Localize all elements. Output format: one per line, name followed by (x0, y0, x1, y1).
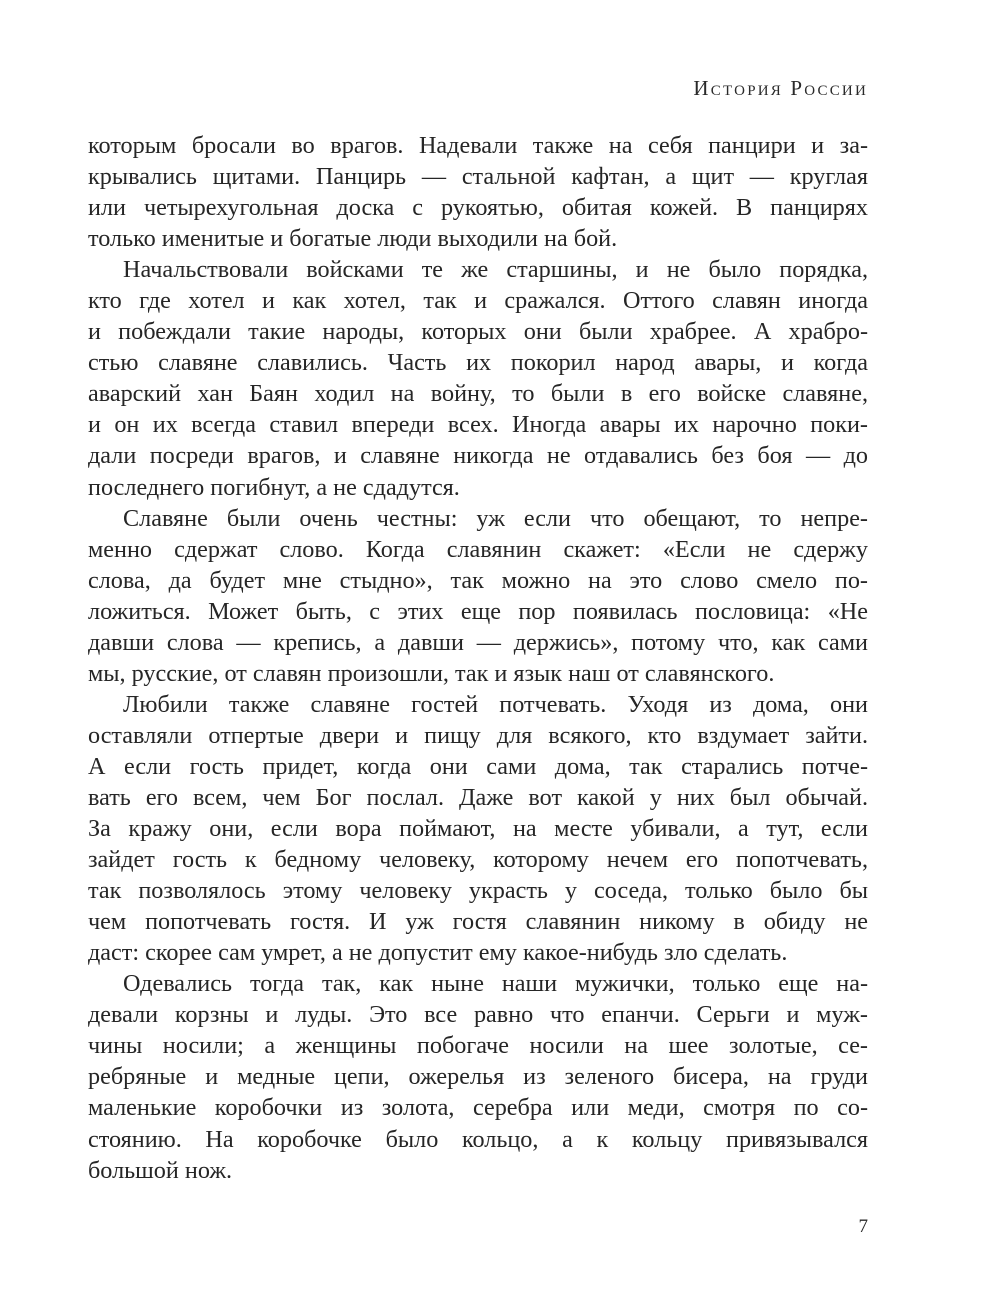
text-line: А если гость придет, когда они сами дома, так старались потче- (88, 752, 868, 780)
text-line: девали корзны и луды. Это все равно что епанчи. Серьги и муж- (88, 1001, 868, 1029)
text-line: Начальствовали войсками те же старшины, и не было порядка, (123, 256, 868, 284)
text-line: оставляли отпертые двери и пищу для всякого, кто вздумает зайти. (88, 721, 868, 749)
text-line: или четырехугольная доска с рукоятью, обитая кожей. В панцирях (88, 194, 868, 222)
text-line: стоянию. На коробочке было кольцо, а к кольцу привязывался (88, 1125, 868, 1153)
text-line: которым бросали во врагов. Надевали также на себя панцири и за- (88, 132, 868, 159)
text-line: стью славяне славились. Часть их покорил народ авары, и когда (88, 349, 868, 377)
text-line: крывались щитами. Панцирь — стальной кафтан, а щит — круглая (88, 163, 868, 191)
running-title: История России (693, 76, 868, 100)
text-line: Одевались тогда так, как ныне наши мужички, только еще на- (123, 970, 868, 998)
text-line: давши слова — крепись, а давши — держись», потому что, как сами (88, 628, 868, 656)
text-line: ребряные и медные цепи, ожерелья из зеленого бисера, на груди (88, 1063, 868, 1091)
text-line: и он их всегда ставил впереди всех. Иногда авары их нарочно поки- (88, 411, 868, 439)
page-number: 7 (858, 1216, 868, 1237)
text-line: маленькие коробочки из золота, серебра или меди, смотря по со- (88, 1094, 868, 1122)
text-line: большой нож. (88, 1156, 233, 1184)
text-line: и побеждали такие народы, которых они были храбрее. А храбро- (88, 318, 868, 346)
text-line: аварский хан Баян ходил на войну, то были в его войске славяне, (88, 380, 868, 408)
text-line: дали посреди врагов, и славяне никогда не отдавались без боя — до (88, 442, 868, 470)
body-text (88, 130, 868, 1186)
text-line: мы, русские, от славян произошли, так и язык наш от славянского. (88, 659, 775, 687)
text-line: вать его всем, чем Бог послал. Даже вот какой у них был обычай. (88, 783, 868, 811)
text-line: кто где хотел и как хотел, так и сражался. Оттого славян иногда (88, 287, 868, 315)
text-line: только именитые и богатые люди выходили на бой. (88, 225, 618, 253)
text-line: За кражу они, если вора поймают, на месте убивали, а тут, если (88, 815, 868, 843)
text-line: слова, да будет мне стыдно», так можно на это слово смело по- (88, 566, 868, 594)
text-line: последнего погибнут, а не сдадутся. (88, 473, 460, 501)
text-line: чины носили; а женщины побогаче носили на шее золотые, се- (88, 1032, 868, 1060)
text-line: ложиться. Может быть, с этих еще пор появилась пословица: «Не (88, 597, 868, 625)
text-line: чем попотчевать гостя. И уж гостя славянин никому в обиду не (88, 908, 868, 936)
text-line: менно сдержат слово. Когда славянин скажет: «Если не сдержу (88, 535, 868, 563)
text-line: зайдет гость к бедному человеку, которому нечем его попотчевать, (88, 846, 868, 874)
text-line: так позволялось этому человеку украсть у соседа, только было бы (88, 877, 868, 905)
text-line: даст: скорее сам умрет, а не допустит ему какое-нибудь зло сделать. (88, 939, 788, 967)
text-line: Любили также славяне гостей потчевать. Уходя из дома, они (123, 690, 868, 718)
text-line: Славяне были очень честны: уж если что обещают, то непре- (123, 504, 868, 532)
